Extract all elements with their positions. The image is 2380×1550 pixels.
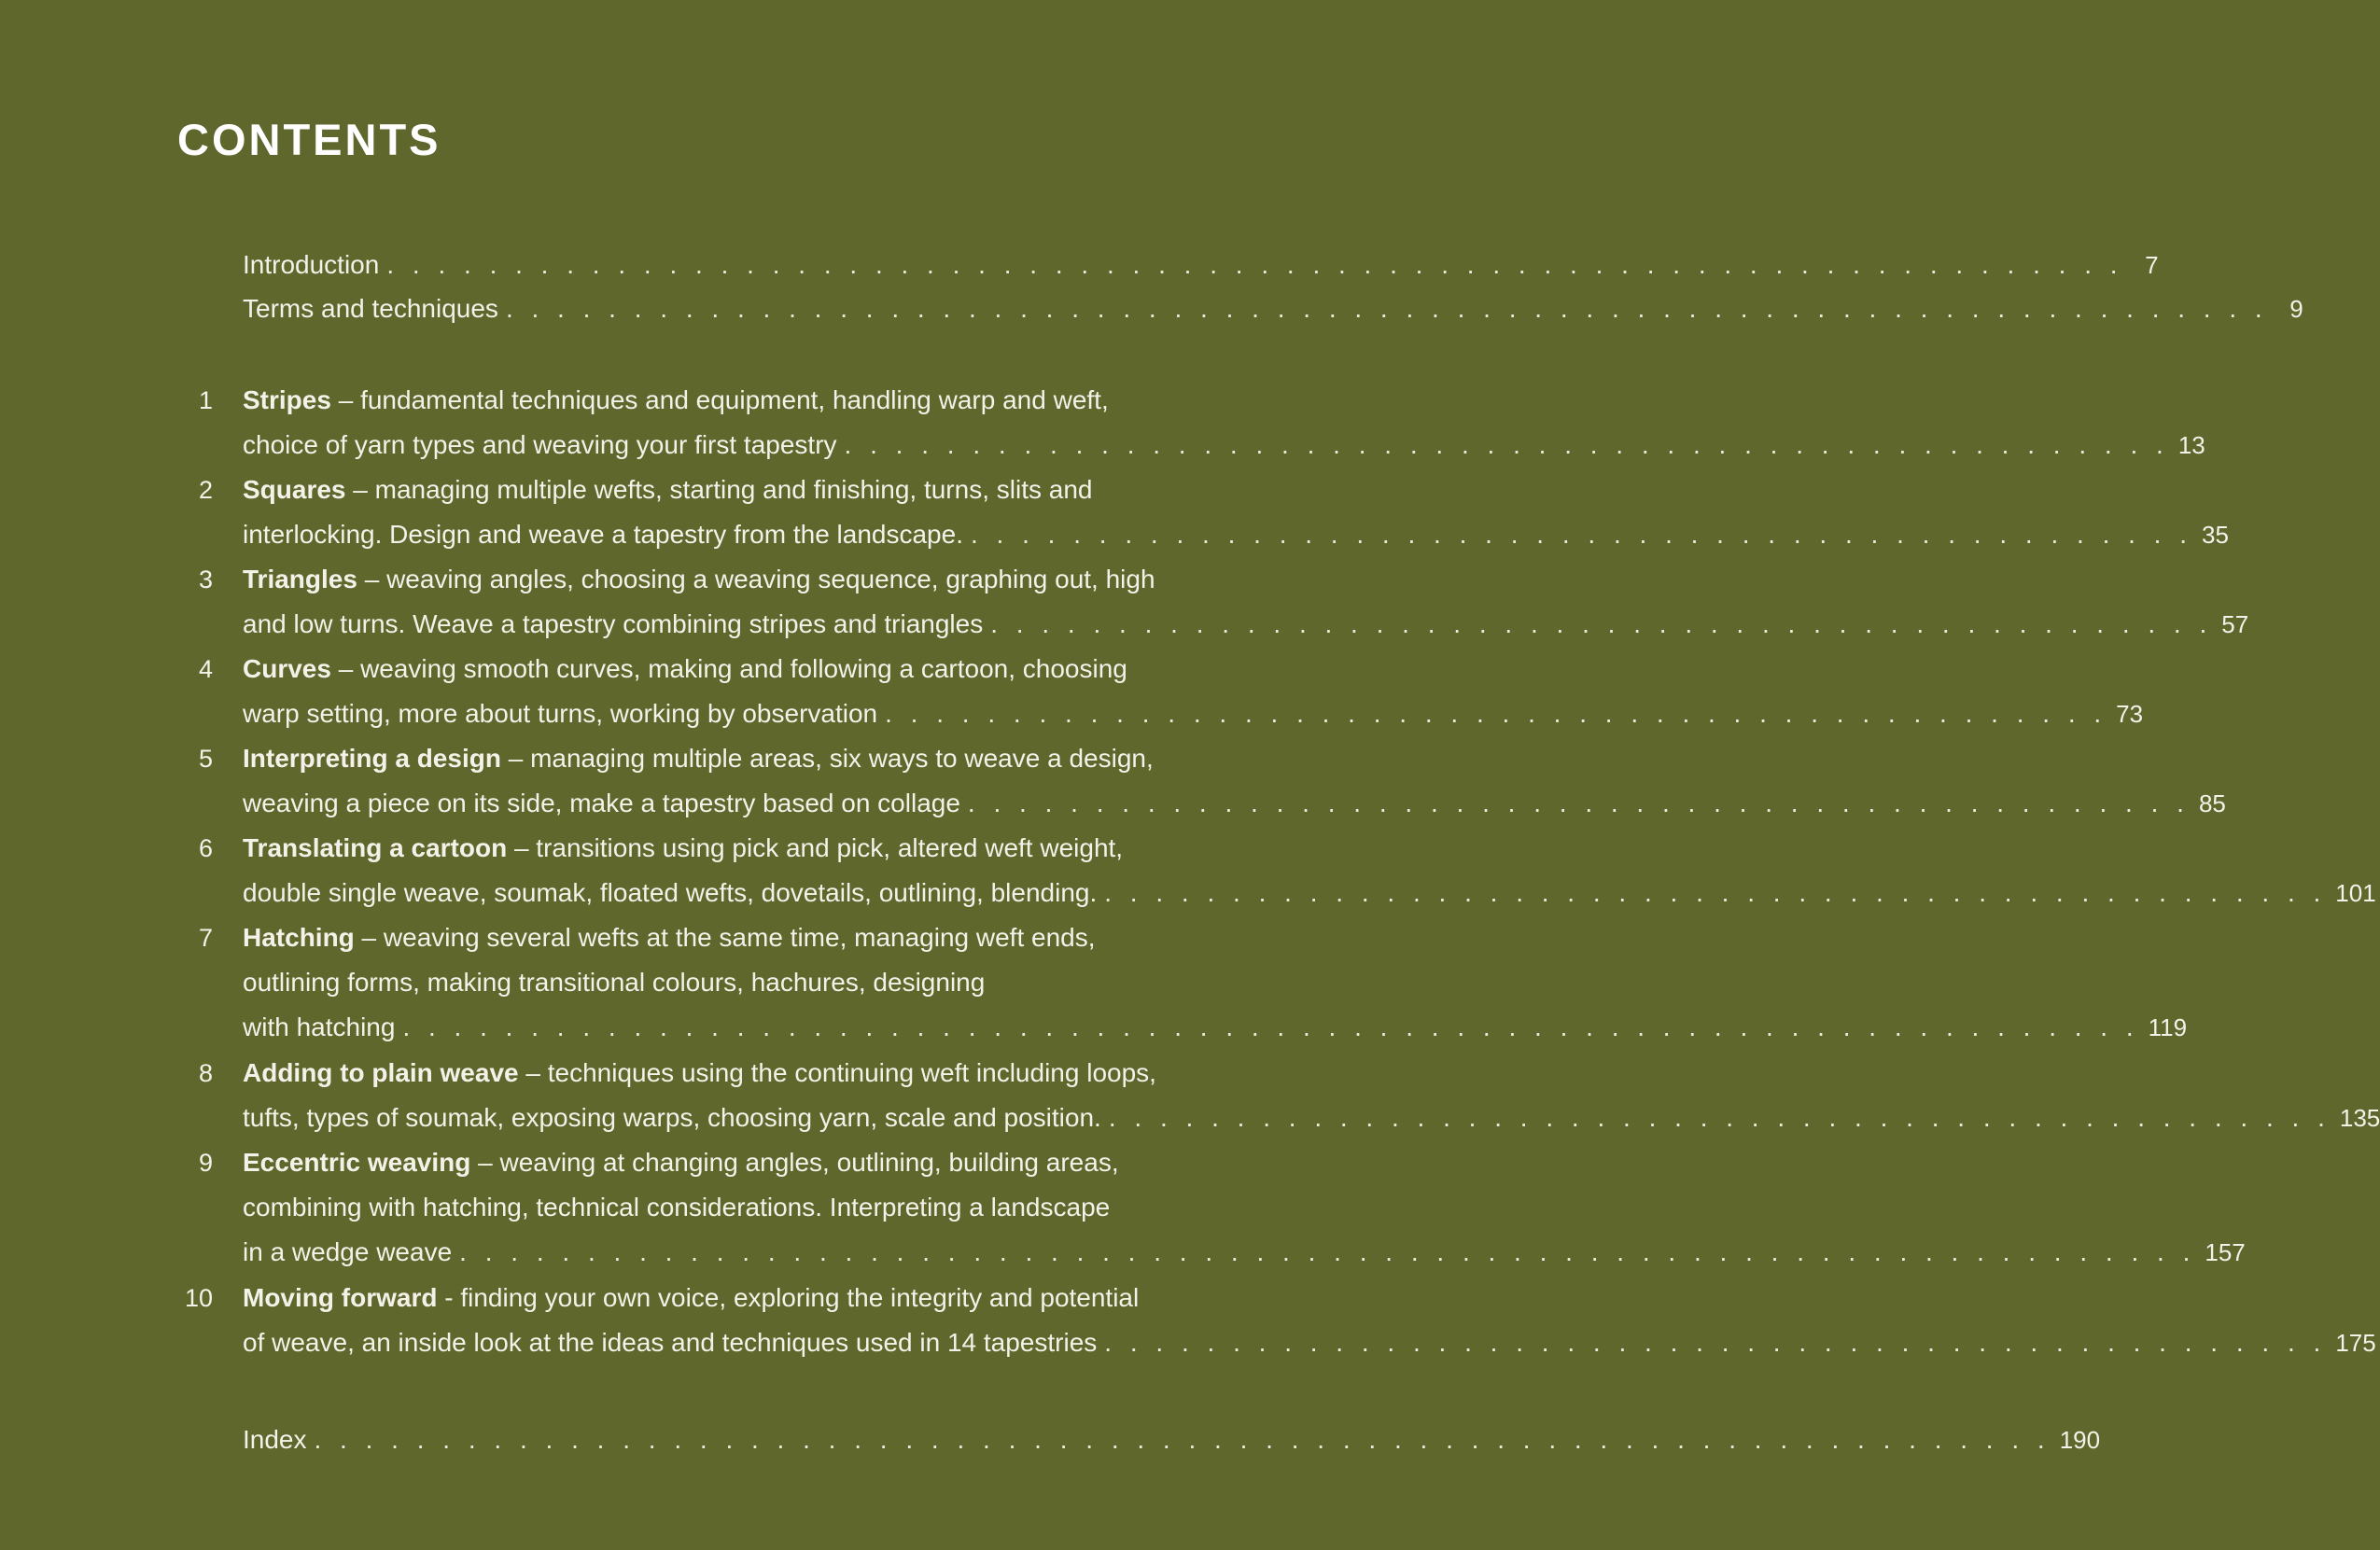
chapter-description: – weaving smooth curves, making and following a cartoon, choosing [330,654,1127,683]
leader-dots: . . . . . . . . . . . . . . . . . . . . . . . . . . . . . . . . . . . . . . . . . . . . . . . . [967,789,2190,817]
toc-entry-chapter-6-continued[interactable] [243,871,2376,915]
chapter-number: 3 [198,566,213,593]
chapter-number: 9 [198,1149,213,1177]
chapter-description: – techniques using the continuing weft including loops, [518,1058,1156,1087]
page-number: 35 [2202,521,2229,549]
toc-entry-introduction[interactable] [243,243,2159,287]
toc-entry-chapter-8-continued[interactable] [243,1096,2380,1140]
leader-dots: . . . . . . . . . . . . . . . . . . . . . . . . . . . . . . . . . . . . . . . . . . . . . . . . [885,699,2107,728]
leader-dots: . . . . . . . . . . . . . . . . . . . . . . . . . . . . . . . . . . . . . . . . . . . . . . . . . . . . . . . . . . . . . . . . . . . . [459,1237,2196,1266]
chapter-title: Stripes [243,385,331,414]
toc-entry-chapter-1-continued[interactable] [243,423,2205,468]
chapter-number: 8 [198,1059,213,1087]
chapter-description: combining with hatching, technical considerations. Interpreting a landscape [243,1193,1111,1222]
page-title: CONTENTS [177,115,441,164]
chapter-description: – managing multiple areas, six ways to weave a design, [500,744,1154,773]
chapter-description: – transitions using pick and pick, altered weft weight, [507,833,1124,862]
chapter-description: in a wedge weave [243,1237,453,1266]
page-number: 57 [2221,610,2249,638]
toc-entry-terms[interactable] [243,286,2303,331]
toc-entry-title: Terms and techniques [243,294,498,323]
chapter-description: – weaving angles, choosing a weaving sequence, graphing out, high [357,565,1155,593]
page-number: 85 [2198,789,2226,817]
chapter-description: – weaving at changing angles, outlining, building areas, [470,1148,1119,1177]
chapter-description: and low turns. Weave a tapestry combining stripes and triangles [243,609,984,638]
chapter-description: – fundamental techniques and equipment, handling warp and weft, [330,385,1109,414]
page-number: 13 [2177,431,2205,459]
chapter-title: Adding to plain weave [243,1058,519,1087]
leader-dots: . . . . . . . . . . . . . . . . . . . . . . . . . . . . . . . . . . . . . . . . . . . . . . . . . . . . . . . . . . . . . . . . . . . . [386,250,2123,279]
toc-entry-chapter-2[interactable] [243,468,1174,512]
leader-dots: . . . . . . . . . . . . . . . . . . . . . . . . . . . . . . . . . . . . . . . . . . . . . . . . . . . . [844,430,2169,459]
chapter-number: 7 [198,924,213,952]
leader-dots: . . . . . . . . . . . . . . . . . . . . . . . . . . . . . . . . . . . . . . . . . . . . . . . . [970,520,2193,549]
toc-entry-chapter-10[interactable] [243,1276,1174,1320]
chapter-description: warp setting, more about turns, working by observation [243,699,878,728]
page-number: 7 [2145,251,2159,279]
toc-entry-chapter-7-continued[interactable] [243,960,1174,1005]
chapter-description: interlocking. Design and weave a tapestry from the landscape. [243,520,963,549]
page-number: 9 [2289,295,2303,323]
chapter-number: 1 [198,386,213,414]
toc-entry-chapter-9-continued[interactable] [243,1185,1174,1230]
page-number: 101 [2335,879,2376,907]
page-number: 119 [2148,1013,2188,1041]
chapter-title: Translating a cartoon [243,833,508,862]
leader-dots: . . . . . . . . . . . . . . . . . . . . . . . . . . . . . . . . . . . . . . . . . . . . . . . . . . . . . . . . . . . . . . . . . . . . [402,1012,2139,1041]
toc-entry-chapter-9-end[interactable] [243,1230,2246,1275]
toc-entry-chapter-7-end[interactable] [243,1005,2188,1050]
toc-entry-title: Index [243,1425,307,1454]
chapter-number: 4 [198,655,213,683]
toc-entry-chapter-5-continued[interactable] [243,781,2226,826]
toc-entry-chapter-3-continued[interactable] [243,602,2249,647]
toc-entry-chapter-5[interactable] [243,736,1174,781]
chapter-description: double single weave, soumak, floated wefts, dovetails, outlining, blending. [243,878,1098,907]
toc-entry-chapter-6[interactable] [243,826,1174,871]
page-number: 157 [2205,1238,2246,1266]
page-number: 190 [2059,1426,2101,1454]
toc-entry-chapter-10-continued[interactable] [243,1320,2376,1365]
toc-entry-chapter-2-continued[interactable] [243,512,2229,557]
chapter-description: – managing multiple wefts, starting and finishing, turns, slits and [345,475,1093,504]
chapter-title: Moving forward [243,1283,438,1312]
chapter-description: with hatching [243,1012,396,1041]
leader-dots: . . . . . . . . . . . . . . . . . . . . . . . . . . . . . . . . . . . . . . . . . . . . . . . . . . . . . . . . . . . . . . . . . . . . [314,1425,2051,1454]
leader-dots: . . . . . . . . . . . . . . . . . . . . . . . . . . . . . . . . . . . . . . . . . . . . . . . . [990,609,2213,638]
chapter-title: Triangles [243,565,357,593]
chapter-description: - finding your own voice, exploring the integrity and potential [437,1283,1140,1312]
leader-dots: . . . . . . . . . . . . . . . . . . . . . . . . . . . . . . . . . . . . . . . . . . . . . . . . . . . . . . . . . . . . . . . . . . . . . [505,294,2268,323]
chapter-description: choice of yarn types and weaving your first tapestry [243,430,837,459]
chapter-description: – weaving several wefts at the same time, managing weft ends, [354,923,1096,952]
chapter-number: 6 [198,834,213,862]
toc-entry-chapter-3[interactable] [243,557,1174,602]
page-number: 73 [2116,700,2144,728]
leader-dots: . . . . . . . . . . . . . . . . . . . . . . . . . . . . . . . . . . . . . . . . . . . . . . . . [1104,1328,2327,1357]
toc-entry-index[interactable] [243,1417,2101,1462]
leader-dots: . . . . . . . . . . . . . . . . . . . . . . . . . . . . . . . . . . . . . . . . . . . . . . . . [1108,1103,2331,1132]
page-number: 175 [2335,1329,2376,1357]
chapter-number: 2 [198,476,213,504]
toc-entry-chapter-9[interactable] [243,1140,1174,1185]
chapter-title: Interpreting a design [243,744,501,773]
page-number: 135 [2339,1104,2380,1132]
toc-entry-title: Introduction [243,250,380,279]
chapter-number: 5 [198,745,213,773]
chapter-title: Squares [243,475,346,504]
chapter-description: tufts, types of soumak, exposing warps, choosing yarn, scale and position. [243,1103,1101,1132]
chapter-description: outlining forms, making transitional colours, hachures, designing [243,968,986,997]
chapter-title: Eccentric weaving [243,1148,471,1177]
toc-entry-chapter-8[interactable] [243,1051,1174,1096]
toc-entry-chapter-7[interactable] [243,915,1174,960]
chapter-description: of weave, an inside look at the ideas and techniques used in 14 tapestries [243,1328,1098,1357]
leader-dots: . . . . . . . . . . . . . . . . . . . . . . . . . . . . . . . . . . . . . . . . . . . . . . . . [1104,878,2327,907]
toc-entry-chapter-4[interactable] [243,647,1174,691]
toc-entry-chapter-1[interactable] [243,378,1174,423]
chapter-title: Hatching [243,923,355,952]
chapter-number: 10 [184,1284,213,1312]
toc-entry-chapter-4-continued[interactable] [243,691,2144,736]
chapter-description: weaving a piece on its side, make a tapestry based on collage [243,789,960,817]
chapter-title: Curves [243,654,331,683]
